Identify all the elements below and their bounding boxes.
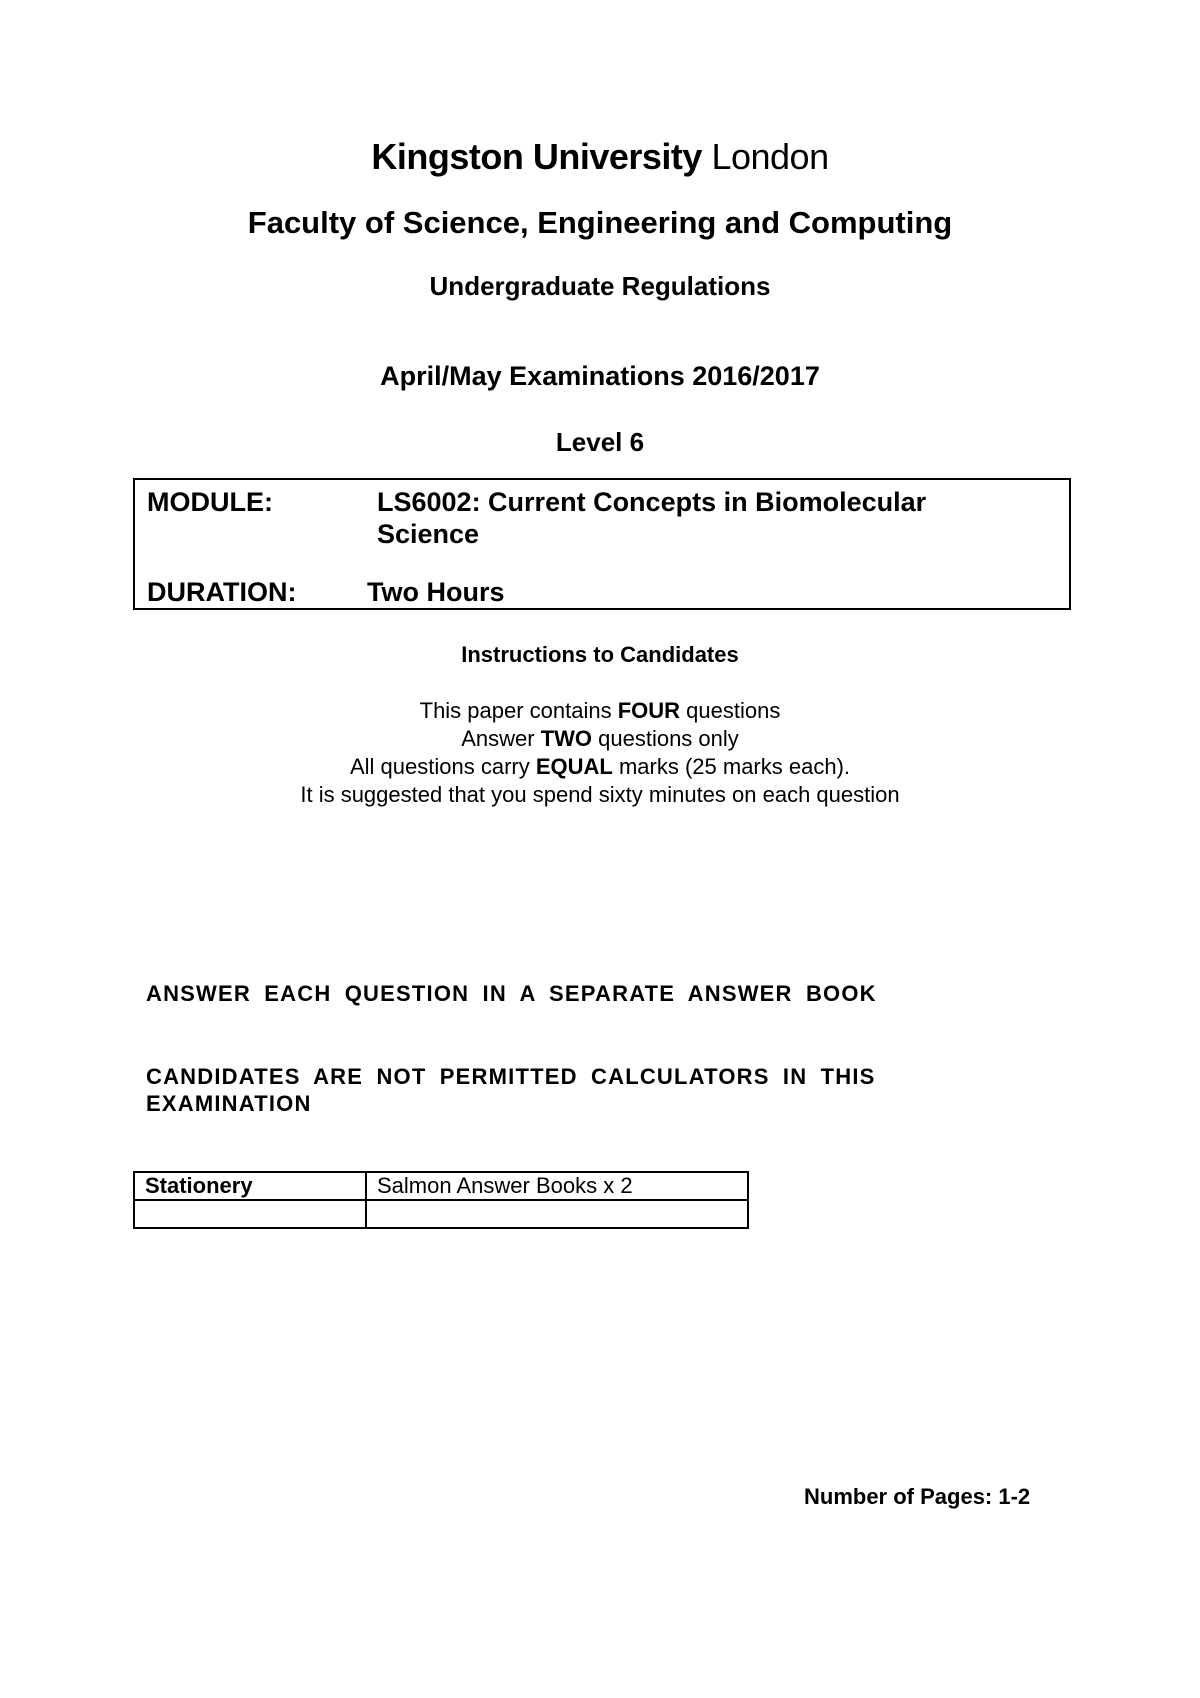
instruction-line: It is suggested that you spend sixty minutes on each question [300,782,900,807]
duration-label: DURATION: [147,577,297,607]
separate-answer-book-notice: ANSWER EACH QUESTION IN A SEPARATE ANSWER BOOK [146,981,877,1006]
instructions-title: Instructions to Candidates [461,642,739,667]
empty-cell [366,1200,748,1228]
duration-value: Two Hours [367,577,505,607]
instruction-text: marks (25 marks each). [612,754,851,779]
instruction-emphasis: TWO [540,726,593,751]
table-row [134,1200,748,1228]
stationery-value: Salmon Answer Books x 2 [366,1172,748,1200]
university-logo [0,136,1200,178]
stationery-label: Stationery [134,1172,366,1200]
calculators-notice-line1: CANDIDATES ARE NOT PERMITTED CALCULATORS IN THIS [146,1064,876,1089]
table-row [134,1172,748,1200]
instruction-text: questions only [592,726,739,751]
module-name-line1: LS6002: Current Concepts in Biomolecular [377,487,927,517]
module-info-box [133,478,1071,610]
instruction-line [0,725,1200,753]
instruction-text: All questions carry [349,754,536,779]
calculators-notice-line2: EXAMINATION [146,1091,312,1116]
instruction-text: Answer [461,726,541,751]
instruction-emphasis: FOUR [617,698,681,723]
module-name-line2: Science [377,519,480,549]
instruction-line [0,697,1200,725]
stationery-table [133,1171,749,1229]
logo-strong-text: Kingston University [371,136,702,177]
instructions-list [0,697,1200,809]
empty-cell [134,1200,366,1228]
number-of-pages: Number of Pages: 1-2 [804,1484,1031,1509]
faculty-title: Faculty of Science, Engineering and Computing [247,205,953,240]
level-title: Level 6 [555,427,645,457]
instruction-text: questions [680,698,781,723]
instruction-line [0,753,1200,781]
instruction-text: This paper contains [419,698,618,723]
regulations-title: Undergraduate Regulations [429,271,771,301]
examinations-title: April/May Examinations 2016/2017 [380,361,820,391]
logo-light-text: London [711,136,829,177]
module-label: MODULE: [147,487,273,517]
instruction-emphasis: EQUAL [535,754,613,779]
